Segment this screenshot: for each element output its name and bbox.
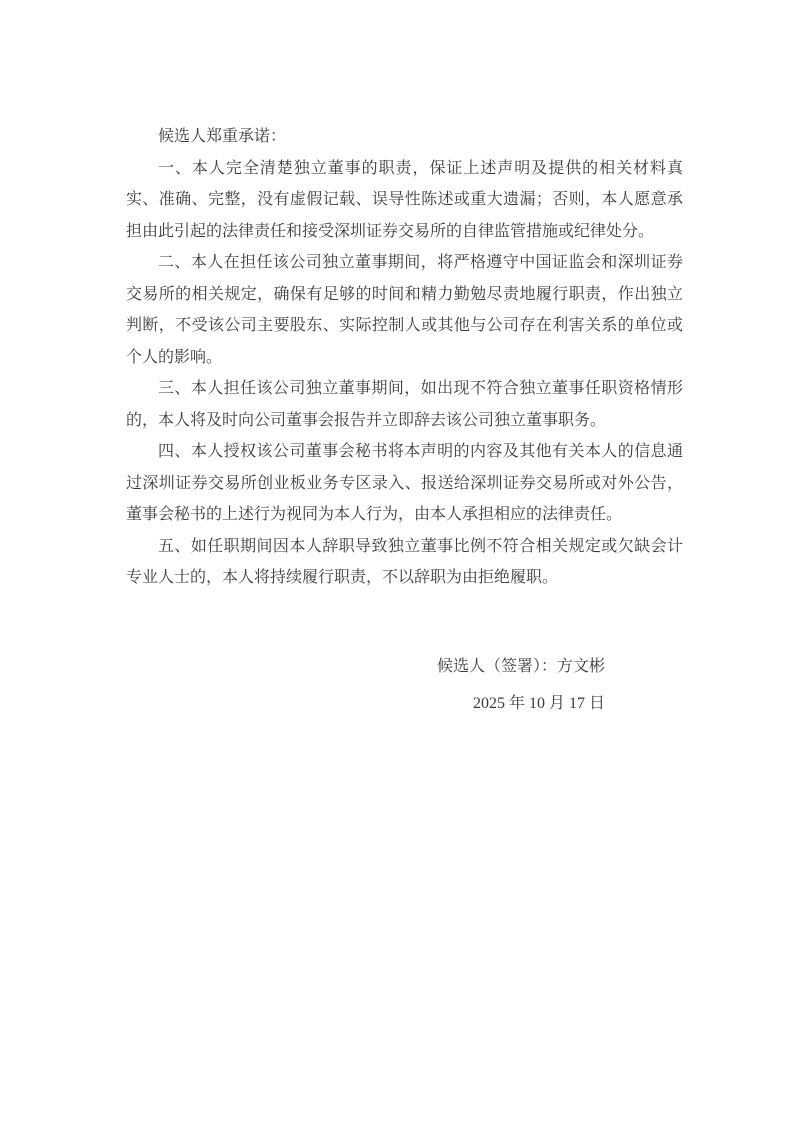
document-body xyxy=(126,121,683,722)
signature-block xyxy=(126,648,683,722)
commitment-paragraph-1: 一、本人完全清楚独立董事的职责，保证上述声明及提供的相关材料真实、准确、完整，没有虚假记载、误导性陈述或重大遗漏；否则，本人愿意承担由此引起的法律责任和接受深圳证券交易所的自律监管措施或纪律处分。 xyxy=(126,159,683,240)
signer-line: 候选人（签署）：方文彬 xyxy=(436,657,605,675)
commitment-paragraph-5: 五、如任职期间因本人辞职导致独立董事比例不符合相关规定或欠缺会计专业人士的，本人将持续履行职责，不以辞职为由拒绝履职。 xyxy=(126,537,683,586)
commitment-paragraph-2: 二、本人在担任该公司独立董事期间，将严格遵守中国证监会和深圳证券交易所的相关规定，确保有足够的时间和精力勤勉尽责地履行职责，作出独立判断，不受该公司主要股东、实际控制人或其他与公司存在利害关系的单位或个人的影响。 xyxy=(126,254,683,366)
commitment-heading: 候选人郑重承诺： xyxy=(158,128,287,145)
signature-date: 2025 年 10 月 17 日 xyxy=(472,694,605,712)
commitment-paragraph-3: 三、本人担任该公司独立董事期间，如出现不符合独立董事任职资格情形的，本人将及时向公司董事会报告并立即辞去该公司独立董事职务。 xyxy=(126,380,683,429)
commitment-paragraph-4: 四、本人授权该公司董事会秘书将本声明的内容及其他有关本人的信息通过深圳证券交易所创业板业务专区录入、报送给深圳证券交易所或对外公告，董事会秘书的上述行为视同为本人行为，由本人承担相应的法律责任。 xyxy=(126,443,683,523)
